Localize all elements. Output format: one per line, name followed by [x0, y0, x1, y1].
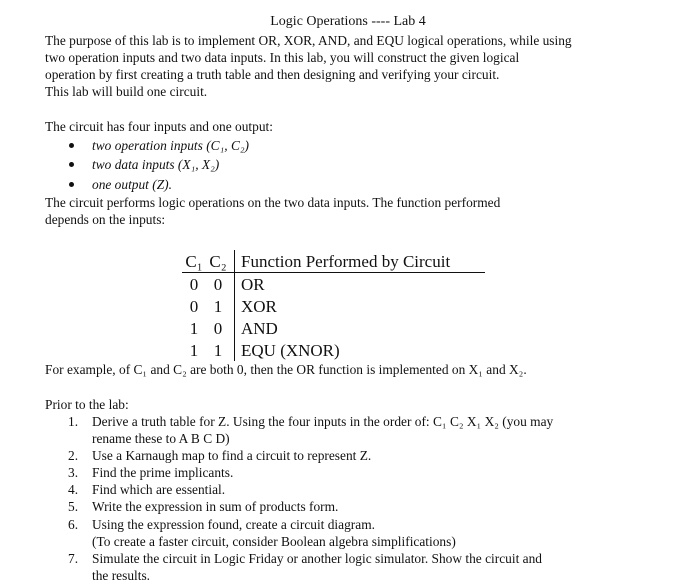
table-cell: 1 [213, 296, 223, 316]
performs-line: depends on the inputs: [45, 212, 166, 227]
table-cell: XOR [235, 295, 486, 317]
page-title: Logic Operations ---- Lab 4 [270, 14, 426, 29]
table-cell: 0 [213, 274, 223, 294]
step-text: Using the expression found, create a circuit diagram. [92, 517, 375, 532]
table-row [182, 339, 485, 361]
table-cell: OR [235, 273, 486, 296]
step-number: 3. [68, 465, 79, 480]
table-header-cell: Function Performed by Circuit [235, 250, 486, 273]
table-cell: EQU (XNOR) [235, 339, 486, 361]
function-table [182, 250, 485, 361]
intro-line: This lab will build one circuit. [45, 84, 208, 99]
table-header-cell: C₂ [206, 250, 235, 273]
table-cell: 0 [189, 296, 199, 316]
table-row [182, 295, 485, 317]
table-cell: 0 [213, 318, 223, 338]
bullet-dot-icon [69, 162, 74, 167]
step-number: 5. [68, 499, 79, 514]
step-text: (To create a faster circuit, consider Boolean algebra simplifications) [92, 534, 456, 549]
table-cell: 1 [213, 340, 223, 360]
bullet-item: two operation inputs (C₁, C₂) [92, 138, 249, 153]
step-text: the results. [92, 568, 151, 583]
intro-line: operation by first creating a truth table and then designing and verifying your circuit. [45, 67, 500, 82]
bullet-item: one output (Z). [92, 177, 172, 192]
table-cell: 1 [189, 340, 199, 360]
table-row [182, 273, 485, 296]
example-sentence: For example, of C₁ and C₂ are both 0, then the OR function is implemented on X₁ and X₂. [45, 362, 527, 377]
step-text: Derive a truth table for Z. Using the four inputs in the order of: C₁ C₂ X₁ X₂ (you may [92, 414, 554, 429]
step-text: Find the prime implicants. [92, 465, 234, 480]
step-text: Use a Karnaugh map to find a circuit to represent Z. [92, 448, 372, 463]
intro-line: two operation inputs and two data inputs. In this lab, you will construct the given logical [45, 50, 520, 65]
bullet-dot-icon [69, 182, 74, 187]
table-cell: AND [235, 317, 486, 339]
bullet-dot-icon [69, 143, 74, 148]
step-number: 1. [68, 414, 79, 429]
table-header-cell: C₁ [182, 250, 206, 273]
intro-line: The purpose of this lab is to implement OR, XOR, AND, and EQU logical operations, while using [45, 33, 572, 48]
step-number: 7. [68, 551, 79, 566]
table-cell: 0 [189, 274, 199, 294]
bullet-item: two data inputs (X₁, X₂) [92, 157, 220, 172]
performs-line: The circuit performs logic operations on the two data inputs. The function performed [45, 195, 501, 210]
step-text: Find which are essential. [92, 482, 226, 497]
step-number: 4. [68, 482, 79, 497]
table-cell: 1 [189, 318, 199, 338]
circuit-intro: The circuit has four inputs and one output: [45, 119, 273, 134]
step-text: Simulate the circuit in Logic Friday or another logic simulator. Show the circuit and [92, 551, 542, 566]
step-text: rename these to A B C D) [92, 431, 230, 446]
table-row [182, 317, 485, 339]
step-number: 6. [68, 517, 79, 532]
table-header-row [182, 250, 485, 273]
prior-heading: Prior to the lab: [45, 397, 129, 412]
step-number: 2. [68, 448, 79, 463]
step-text: Write the expression in sum of products form. [92, 499, 339, 514]
